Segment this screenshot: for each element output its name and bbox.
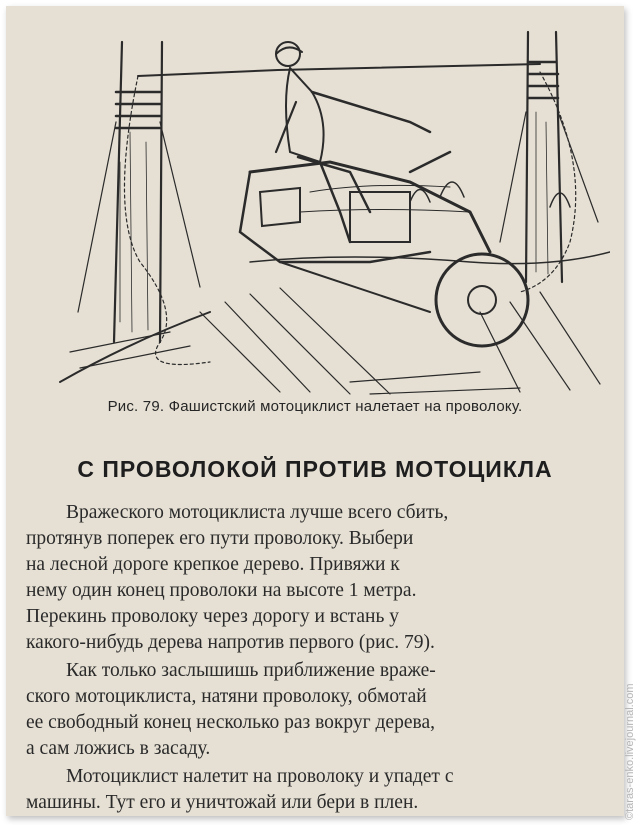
text-line: Перекинь проволоку через дорогу и встань у	[26, 606, 399, 627]
text-line: Мотоциклист налетит на проволоку и упадет с	[66, 766, 454, 787]
text-line: а сам ложись в засаду.	[26, 738, 211, 759]
text-line: Вражеского мотоциклиста лучше всего сбить,	[66, 502, 449, 523]
scanned-page	[6, 6, 624, 816]
text-line: ского мотоциклиста, натяни проволоку, обмотай	[26, 686, 427, 707]
text-line: на лесной дороге крепкое дерево. Привяжи к	[26, 554, 400, 575]
text-line: какого-нибудь дерева напротив первого (рис. 79).	[26, 632, 435, 653]
text-line: машины. Тут его и уничтожай или бери в плен.	[26, 792, 419, 813]
watermark: ©taras-enko.livejournal.com	[624, 683, 636, 820]
text-line: нему один конец проволоки на высоте 1 метра.	[26, 580, 417, 601]
figure-caption: Рис. 79. Фашистский мотоциклист налетает на проволоку.	[107, 398, 523, 415]
text-line: Как только заслышишь приближение враже-	[66, 660, 436, 681]
text-line: протянув поперек его пути проволоку. Выбери	[26, 528, 414, 549]
text-line: ее свободный конец несколько раз вокруг дерева,	[26, 712, 435, 733]
motorcyclist-wire-illustration	[50, 12, 610, 400]
article-heading: С ПРОВОЛОКОЙ ПРОТИВ МОТОЦИКЛА	[77, 456, 553, 482]
